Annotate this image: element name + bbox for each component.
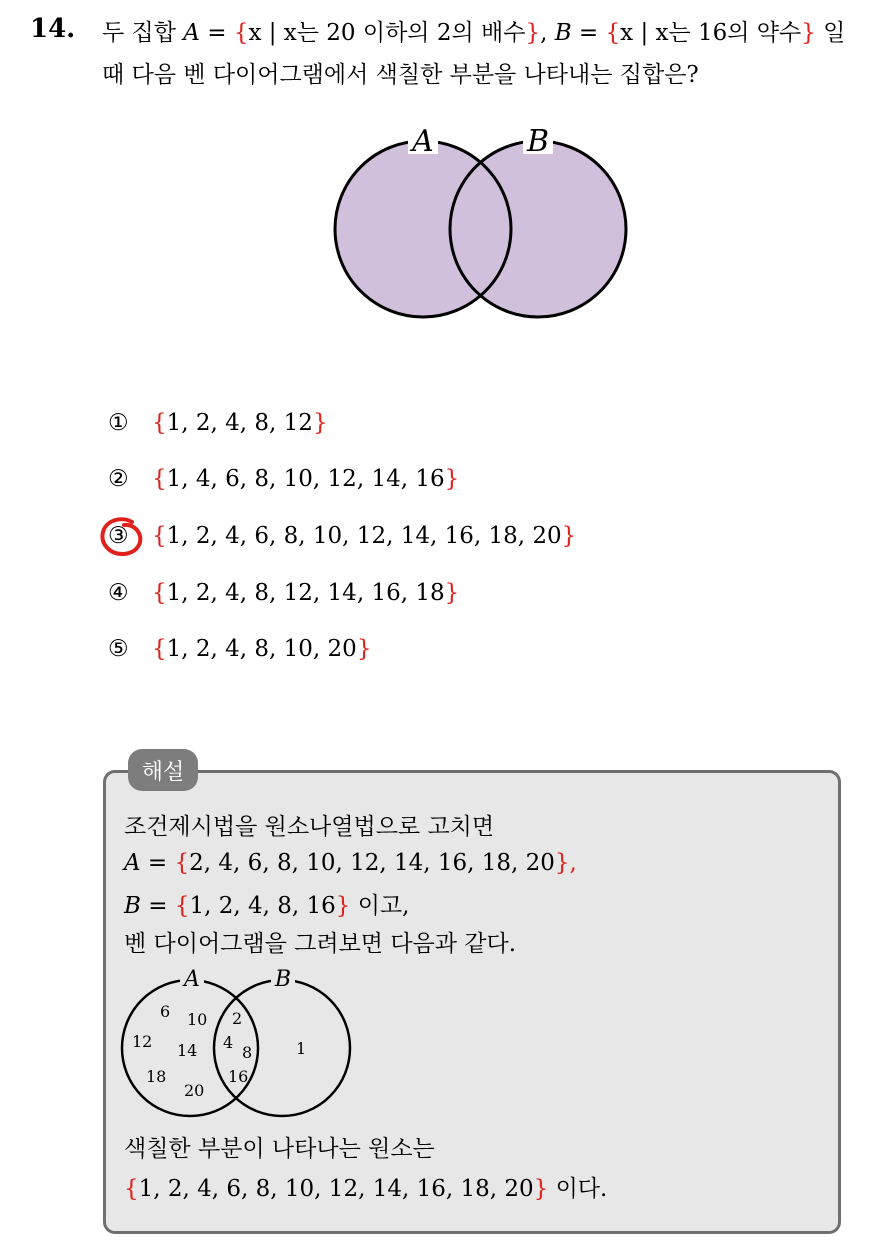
element-14: 14 — [177, 1041, 198, 1060]
choice-body: 1, 2, 4, 6, 8, 10, 12, 14, 16, 18, 20 — [166, 523, 562, 549]
small-set-b-circle — [214, 980, 350, 1116]
set-b-elements: 1, 2, 4, 8, 16 — [189, 893, 336, 919]
set-b-open-brace: { — [605, 20, 621, 46]
question-number: 14. — [30, 14, 76, 44]
choice-5[interactable] — [108, 636, 371, 662]
explanation-line-4: 벤 다이어그램을 그려보면 다음과 같다. — [124, 931, 517, 957]
set-b-eq: = — [571, 20, 606, 46]
element-18: 18 — [146, 1067, 167, 1086]
eq: = — [140, 893, 175, 919]
answer-elements: 1, 2, 4, 6, 8, 10, 12, 14, 16, 18, 20 — [138, 1176, 534, 1202]
brace-close: } — [312, 410, 328, 436]
explanation-venn-diagram — [118, 962, 358, 1122]
brace-open: { — [174, 850, 190, 876]
explanation-line-6 — [124, 1170, 607, 1203]
brace-close: } — [356, 636, 372, 662]
element-1: 1 — [296, 1039, 307, 1058]
brace-open: { — [152, 580, 167, 606]
explanation-tab: 해설 — [128, 749, 198, 791]
set-b-definition: x | x는 16의 약수 — [620, 20, 802, 46]
explanation-line-1: 조건제시법을 원소나열법으로 고치면 — [124, 814, 495, 840]
brace-open: { — [152, 410, 167, 436]
choice-number: ② — [108, 466, 129, 492]
set-a-name: A — [183, 20, 200, 46]
element-2: 2 — [232, 1009, 243, 1028]
brace-open: { — [152, 466, 167, 492]
venn-diagram — [320, 118, 640, 328]
choice-number: ① — [108, 410, 129, 436]
explanation-line-3 — [124, 887, 409, 920]
brace-close: } — [561, 523, 577, 549]
choice-1[interactable] — [108, 410, 328, 436]
element-4: 4 — [223, 1033, 234, 1052]
explanation-line-2 — [124, 850, 577, 876]
brace-close: } — [335, 893, 351, 919]
brace-close: }, — [554, 850, 577, 876]
suffix: 이고, — [350, 893, 410, 919]
brace-open: { — [152, 636, 167, 662]
element-8: 8 — [242, 1043, 253, 1062]
brace-open: { — [174, 893, 190, 919]
brace-close: } — [444, 466, 460, 492]
choice-2[interactable] — [108, 466, 459, 492]
set-b-name: B — [554, 20, 572, 46]
brace-open: { — [152, 523, 167, 549]
brace-close: } — [444, 580, 460, 606]
choice-number: ③ — [108, 523, 129, 549]
set-a-eq: = — [199, 20, 234, 46]
eq: = — [140, 850, 175, 876]
set-a-definition: x | x는 20 이하의 2의 배수 — [248, 20, 526, 46]
answer-mark-circle — [98, 516, 148, 560]
set-a-label: A — [412, 124, 434, 159]
set-b-close-brace: } — [801, 20, 816, 46]
choice-body: 1, 2, 4, 8, 12 — [166, 410, 313, 436]
question-suffix: 일 — [815, 20, 846, 46]
choice-body: 1, 2, 4, 8, 12, 14, 16, 18 — [166, 580, 445, 606]
choice-body: 1, 4, 6, 8, 10, 12, 14, 16 — [166, 466, 445, 492]
set-a-elements: 2, 4, 6, 8, 10, 12, 14, 16, 18, 20 — [189, 850, 555, 876]
explanation-line-5: 색칠한 부분이 나타나는 원소는 — [124, 1136, 435, 1162]
question-line-1 — [102, 14, 845, 47]
element-12: 12 — [132, 1032, 153, 1051]
choice-number: ④ — [108, 580, 129, 606]
choice-body: 1, 2, 4, 8, 10, 20 — [166, 636, 357, 662]
small-set-b-label: B — [274, 967, 292, 992]
suffix: 이다. — [548, 1176, 608, 1202]
choice-number: ⑤ — [108, 636, 129, 662]
element-20: 20 — [184, 1081, 205, 1100]
question-line-2: 때 다음 벤 다이어그램에서 색칠한 부분을 나타내는 집합은? — [102, 62, 699, 88]
set-a-open-brace: { — [233, 20, 249, 46]
element-16: 16 — [228, 1067, 249, 1086]
brace-open: { — [124, 1176, 139, 1202]
choice-4[interactable] — [108, 580, 459, 606]
element-6: 6 — [160, 1002, 171, 1021]
separator: , — [540, 20, 555, 46]
choice-3[interactable] — [108, 523, 576, 549]
element-10: 10 — [187, 1010, 208, 1029]
set-b-name: B — [124, 893, 141, 919]
small-set-a-label: A — [184, 967, 200, 992]
set-a-close-brace: } — [525, 20, 541, 46]
question-prefix: 두 집합 — [102, 20, 184, 46]
set-b-label: B — [526, 124, 550, 159]
set-a-name: A — [124, 850, 141, 876]
brace-close: } — [533, 1176, 549, 1202]
